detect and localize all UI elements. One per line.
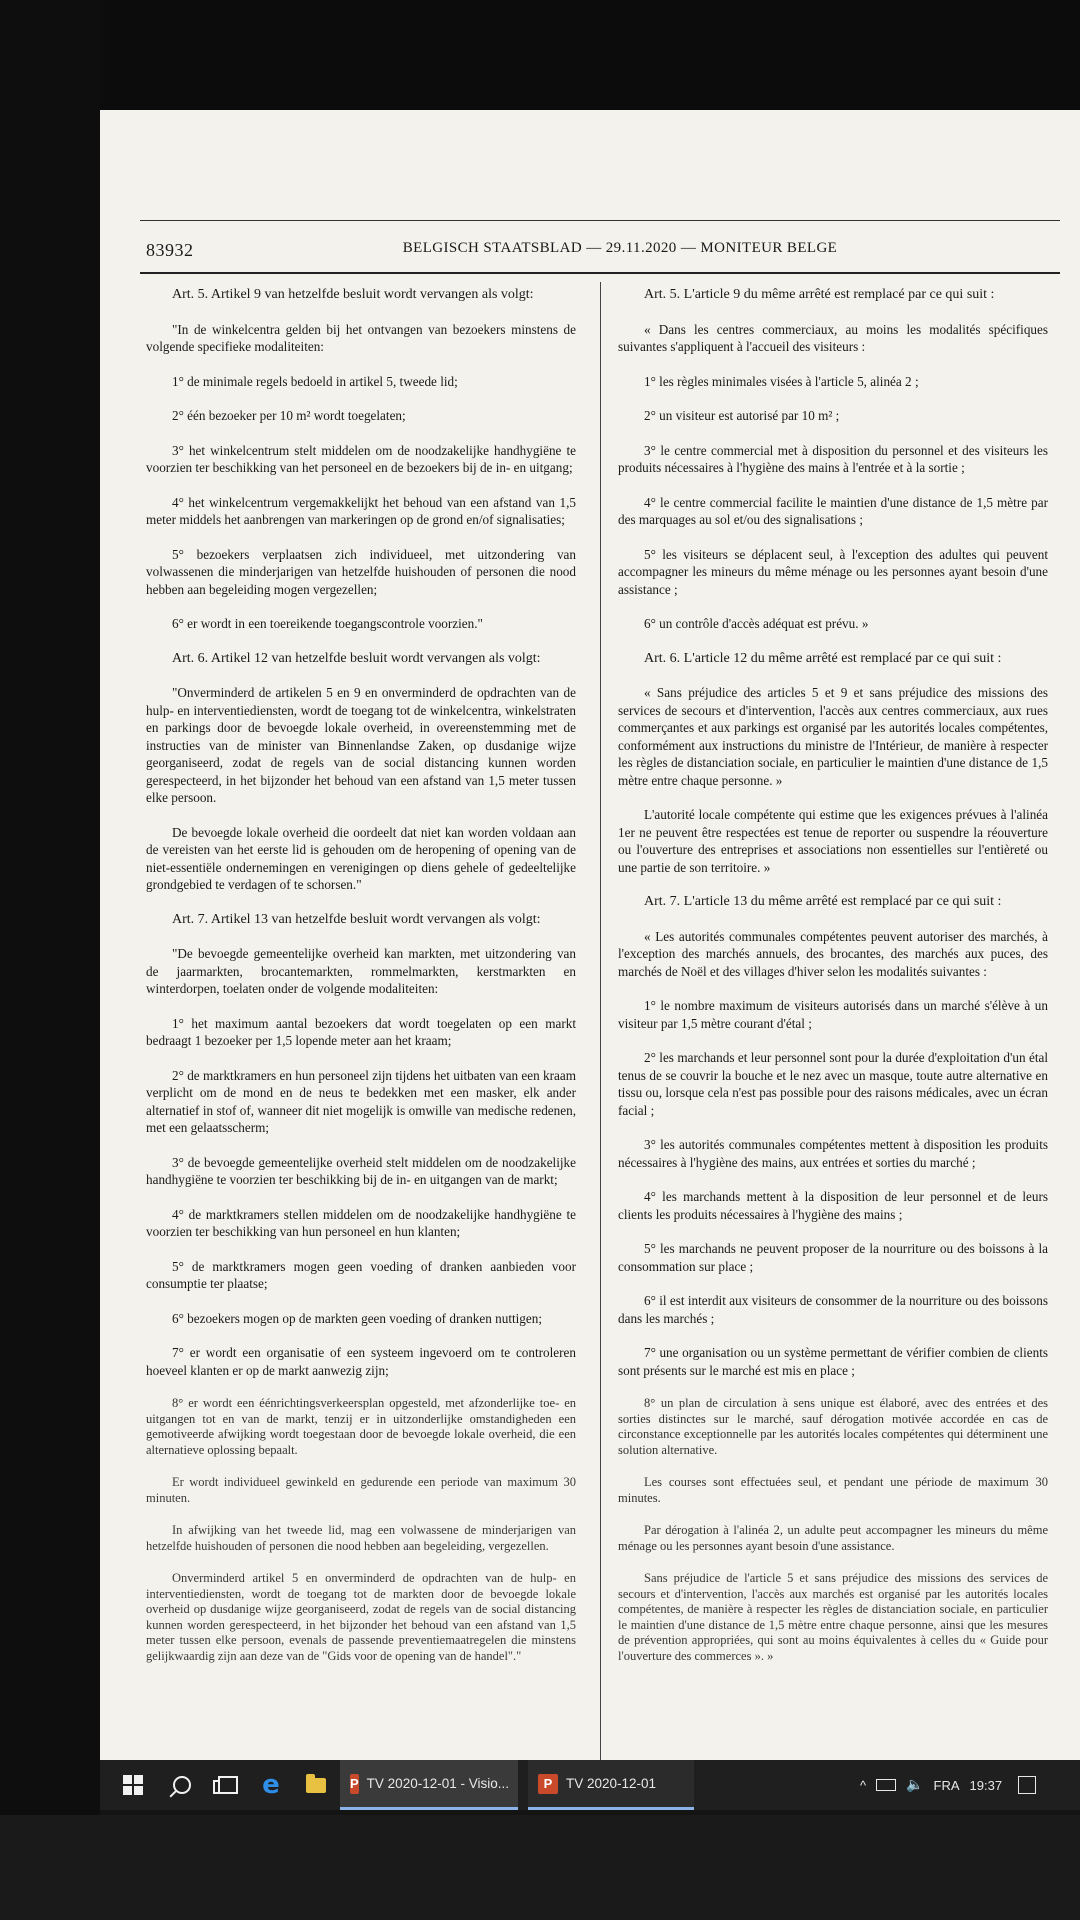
powerpoint-icon: P bbox=[350, 1774, 359, 1794]
fr-paragraph: 1° le nombre maximum de visiteurs autorisés dans un marché s'élève à un visiteur par 1,5 mètre courant d'étal ; bbox=[618, 998, 1048, 1031]
fr-paragraph: 4° le centre commercial facilite le maintien d'une distance de 1,5 mètre par des marquages au sol et/ou des signalisations ; bbox=[618, 494, 1048, 527]
nl-paragraph: 4° het winkelcentrum vergemakkelijkt het behoud van een afstand van 1,5 meter middels het aanbrengen van markeringen op de grond en/of signalisaties; bbox=[146, 494, 576, 527]
nl-paragraph: 1° de minimale regels bedoeld in artikel 5, tweede lid; bbox=[172, 373, 458, 389]
screen bbox=[100, 110, 1080, 1810]
powerpoint-icon: P bbox=[538, 1774, 558, 1794]
monitor-bezel-top bbox=[0, 0, 1080, 110]
fr-paragraph: « Les autorités communales compétentes peuvent autoriser des marchés, à l'exception des marchés annuels, des brocantes, des marchés aux puces, des marchés de Noël et des villages d'hiver selon les modalités suivantes : bbox=[618, 928, 1048, 979]
column-divider bbox=[600, 282, 601, 1802]
monitor-bezel-bottom bbox=[0, 1815, 1080, 1920]
fr-paragraph: Les courses sont effectuées seul, et pendant une période de maximum 30 minutes. bbox=[618, 1475, 1048, 1505]
system-tray bbox=[860, 1760, 1080, 1810]
nl-paragraph: 5° bezoekers verplaatsen zich individueel, met uitzondering van volwassenen die minderjarigen van hetzelfde huishouden of personen die nood hebben aan begeleiding mogen vergezellen; bbox=[146, 546, 576, 597]
battery-icon[interactable] bbox=[876, 1779, 896, 1791]
nl-paragraph: 5° de marktkramers mogen geen voeding of dranken aanbieden voor consumptie ter plaatse; bbox=[146, 1258, 576, 1291]
nl-paragraph: 3° de bevoegde gemeentelijke overheid stelt middelen om de noodzakelijke handhygiëne te voorzien ter beschikking bij de in- en uitgangen van de markt; bbox=[146, 1154, 576, 1187]
taskbar-app-powerpoint-viewer[interactable] bbox=[340, 1760, 518, 1810]
clock[interactable]: 19:37 bbox=[969, 1777, 1003, 1793]
fr-paragraph: 5° les visiteurs se déplacent seul, à l'exception des adultes qui peuvent accompagner les mineurs du même ménage ou les personnes ayant besoin d'une assistance ; bbox=[618, 546, 1048, 597]
nl-paragraph: 2° de marktkramers en hun personeel zijn tijdens het uitbaten van een kraam verplicht om de mond en de neus te bedekken met een masker, elk ander alternatief in stof of, wanneer dit niet mogelijk is omwille van medische redenen, met een gelaatsscherm; bbox=[146, 1067, 576, 1135]
input-language[interactable]: FRA bbox=[933, 1777, 960, 1793]
task-view-icon[interactable] bbox=[208, 1760, 248, 1810]
fr-paragraph: 7° une organisation ou un système permettant de vérifier combien de clients sont présents sur le marché est mis en place ; bbox=[618, 1345, 1048, 1378]
document-page bbox=[140, 220, 1060, 1810]
nl-paragraph: 6° bezoekers mogen op de markten geen voeding of dranken nuttigen; bbox=[172, 1310, 543, 1326]
fr-paragraph: « Sans préjudice des articles 5 et 9 et sans préjudice des missions des services de secours et d'intervention, l'accès aux centres commerciaux, aux rues commerçantes et aux parkings est organisé par les autorités locales compétentes, conformément aux instructions du ministre de l'Intérieur, de manière à respecter les règles de distanciation sociale, en particulier le maintien d'une distance de 1,5 mètre entre chaque personne. » bbox=[618, 685, 1048, 788]
fr-paragraph: Art. 6. L'article 12 du même arrêté est remplacé par ce qui suit : bbox=[644, 650, 1002, 666]
fr-paragraph: 8° un plan de circulation à sens unique est élaboré, avec des entrées et des sorties distinctes sur le marché, sauf dérogation motivée accordée en cas de circonstance exceptionnelle par les autorités locales compétentes qui déterminent une solution alternative. bbox=[618, 1396, 1048, 1457]
nl-paragraph: 2° één bezoeker per 10 m² wordt toegelaten; bbox=[172, 408, 406, 423]
header-rule bbox=[140, 272, 1060, 274]
nl-paragraph: Onverminderd artikel 5 en onverminderd de opdrachten van de hulp- en interventiediensten, wordt de toegang tot de markten door de bevoegde lokale overheid op dusdanige wijze georganiseerd, zodat de regels van de social distancing kunnen worden gerespecteerd, in het bijzonder het behoud van een afstand van 1,5 meter tussen elke persoon, evenals de passende preventiemaatregelen die minstens gelijkwaardig zijn aan deze van de "Gids voor de opening van de handel"." bbox=[146, 1571, 576, 1663]
fr-paragraph: 1° les règles minimales visées à l'article 5, alinéa 2 ; bbox=[644, 373, 919, 389]
monitor-bezel-left bbox=[0, 0, 100, 1920]
nl-paragraph: 8° er wordt een éénrichtingsverkeersplan opgesteld, met afzonderlijke toe- en uitgangen tot en van de markt, tenzij er in uitzonderlijke omstandigheden een gemotiveerde afwijking wordt toegestaan door de bevoegde lokale overheid, die een alternatieve oplossing bepaalt. bbox=[146, 1396, 576, 1457]
nl-paragraph: 3° het winkelcentrum stelt middelen om de noodzakelijke handhygiëne te voorzien ter beschikking van het personeel en de bezoekers bij de in- en uitgang; bbox=[146, 442, 576, 475]
page-header bbox=[140, 232, 1060, 272]
nl-paragraph: Art. 7. Artikel 13 van hetzelfde besluit wordt vervangen als volgt: bbox=[172, 911, 541, 927]
nl-paragraph: 6° er wordt in een toereikende toegangscontrole voorzien." bbox=[172, 616, 483, 631]
nl-paragraph: In afwijking van het tweede lid, mag een volwassene de minderjarigen van hetzelfde huishouden of personen die nood hebben aan begeleiding, vergezellen. bbox=[146, 1523, 576, 1553]
fr-paragraph: 3° les autorités communales compétentes mettent à disposition les produits nécessaires à l'hygiène des mains, aux entrées et sorties du marché ; bbox=[618, 1137, 1048, 1170]
folder-icon[interactable] bbox=[296, 1760, 336, 1810]
fr-paragraph: 3° le centre commercial met à disposition du personnel et des visiteurs les produits nécessaires à l'hygiène des mains à l'entrée et à la sortie ; bbox=[618, 442, 1048, 475]
fr-paragraph: 6° il est interdit aux visiteurs de consommer de la nourriture ou des boissons dans les marchés ; bbox=[618, 1293, 1048, 1326]
fr-paragraph: L'autorité locale compétente qui estime que les exigences prévues à l'alinéa 1er ne peuvent être respectées est tenue de reporter ou suspendre la réouverture ou l'ouverture des entreprises et associations non essentielles sur l'entièreté ou une partie de son territoire. » bbox=[618, 807, 1048, 875]
search-icon[interactable] bbox=[162, 1760, 202, 1810]
notification-icon[interactable] bbox=[1018, 1776, 1036, 1794]
nl-paragraph: Er wordt individueel gewinkeld en gedurende een periode van maximum 30 minuten. bbox=[146, 1475, 576, 1505]
nl-paragraph: "De bevoegde gemeentelijke overheid kan markten, met uitzondering van de jaarmarkten, brocantemarkten, rommelmarkten, kerstmarkten en winterdorpen, toelaten onder de volgende modaliteiten: bbox=[146, 946, 576, 996]
nl-paragraph: "Onverminderd de artikelen 5 en 9 en onverminderd de opdrachten van de hulp- en interventiediensten, wordt de toegang tot de winkelcentra, winkelstraten en parkings door de bevoegde lokale overheid, in overeenstemming met de instructies van de minister van Binnenlandse Zaken, op dusdanige wijze georganiseerd, zodat de regels van de social distancing kunnen worden gerespecteerd, in het bijzonder het behoud van een afstand van 1,5 meter tussen elke persoon. bbox=[146, 685, 576, 805]
windows-logo-icon[interactable] bbox=[108, 1760, 158, 1810]
nl-paragraph: 1° het maximum aantal bezoekers dat wordt toegelaten op een markt bedraagt 1 bezoeker per 1,5 lopende meter aan het kraam; bbox=[146, 1015, 576, 1048]
fr-paragraph: 6° un contrôle d'accès adéquat est prévu. » bbox=[644, 616, 869, 631]
nl-paragraph: Art. 5. Artikel 9 van hetzelfde besluit wordt vervangen als volgt: bbox=[172, 287, 534, 302]
show-hidden-icons-caret[interactable]: ^ bbox=[860, 1777, 867, 1793]
edge-browser-icon[interactable]: e bbox=[262, 1770, 280, 1800]
fr-paragraph: 2° les marchands et leur personnel sont pour la durée d'exploitation d'un étal tenus de se couvrir la bouche et le nez avec un masque, toute autre alternative en tissu ou, lorsque cela n'est pas possible pour des raisons médicales, avec un écran facial ; bbox=[618, 1050, 1048, 1118]
taskbar-app-powerpoint[interactable] bbox=[528, 1760, 694, 1810]
taskbar-app-label: TV 2020-12-01 bbox=[566, 1776, 657, 1791]
page-number: 83932 bbox=[146, 240, 194, 260]
volume-icon[interactable]: 🔈 bbox=[906, 1777, 924, 1793]
fr-paragraph: 5° les marchands ne peuvent proposer de la nourriture ou des boissons à la consommation sur place ; bbox=[618, 1241, 1048, 1274]
windows-taskbar bbox=[100, 1760, 1080, 1810]
fr-paragraph: 4° les marchands mettent à la disposition de leur personnel et de leurs clients les produits nécessaires à l'hygiène des mains ; bbox=[618, 1189, 1048, 1222]
french-column bbox=[618, 286, 1048, 1681]
fr-paragraph: Art. 7. L'article 13 du même arrêté est remplacé par ce qui suit : bbox=[644, 894, 1002, 909]
fr-paragraph: Par dérogation à l'alinéa 2, un adulte peut accompagner les mineurs du même ménage ou les personnes ayant besoin d'une assistance. bbox=[618, 1523, 1048, 1553]
nl-paragraph: 7° er wordt een organisatie of een systeem ingevoerd om te controleren hoeveel klanten er op de markt aanwezig zijn; bbox=[146, 1345, 576, 1378]
fr-paragraph: Sans préjudice de l'article 5 et sans préjudice des missions des services de secours et d'intervention, l'accès aux marchés est organisé par les autorités locales compétentes, de manière à respecter les règles de distanciation sociale, en particulier le maintien d'une distance de 1,5 mètre entre chaque personne, ainsi que les mesures de prévention appropriées, qui sont au moins équivalentes à celles du « Guide pour l'ouverture des commerces ». » bbox=[618, 1571, 1048, 1663]
nl-paragraph: De bevoegde lokale overheid die oordeelt dat niet kan worden voldaan aan de vereisten van het eerste lid is gehouden om de heropening of opening van de niet-essentiële ondernemingen en verenigingen op diens gehele of gedeeltelijke grondgebied te verdagen of te schorsen." bbox=[146, 824, 576, 892]
fr-paragraph: « Dans les centres commerciaux, au moins les modalités spécifiques suivantes s'appliquent à l'accueil des visiteurs : bbox=[618, 321, 1048, 354]
nl-paragraph: 4° de marktkramers stellen middelen om de noodzakelijke handhygiëne te voorzien ter beschikking van hun personeel en hun klanten; bbox=[146, 1206, 576, 1239]
dutch-column bbox=[146, 286, 576, 1681]
fr-paragraph: 2° un visiteur est autorisé par 10 m² ; bbox=[644, 408, 840, 423]
fr-paragraph: Art. 5. L'article 9 du même arrêté est remplacé par ce qui suit : bbox=[644, 287, 995, 302]
nl-paragraph: "In de winkelcentra gelden bij het ontvangen van bezoekers minstens de volgende specifieke modaliteiten: bbox=[146, 321, 576, 354]
gazette-title: BELGISCH STAATSBLAD — 29.11.2020 — MONITEUR BELGE bbox=[402, 240, 838, 256]
top-rule bbox=[140, 220, 1060, 221]
taskbar-app-label: TV 2020-12-01 - Visio... bbox=[366, 1776, 509, 1791]
nl-paragraph: Art. 6. Artikel 12 van hetzelfde besluit wordt vervangen als volgt: bbox=[172, 650, 541, 666]
